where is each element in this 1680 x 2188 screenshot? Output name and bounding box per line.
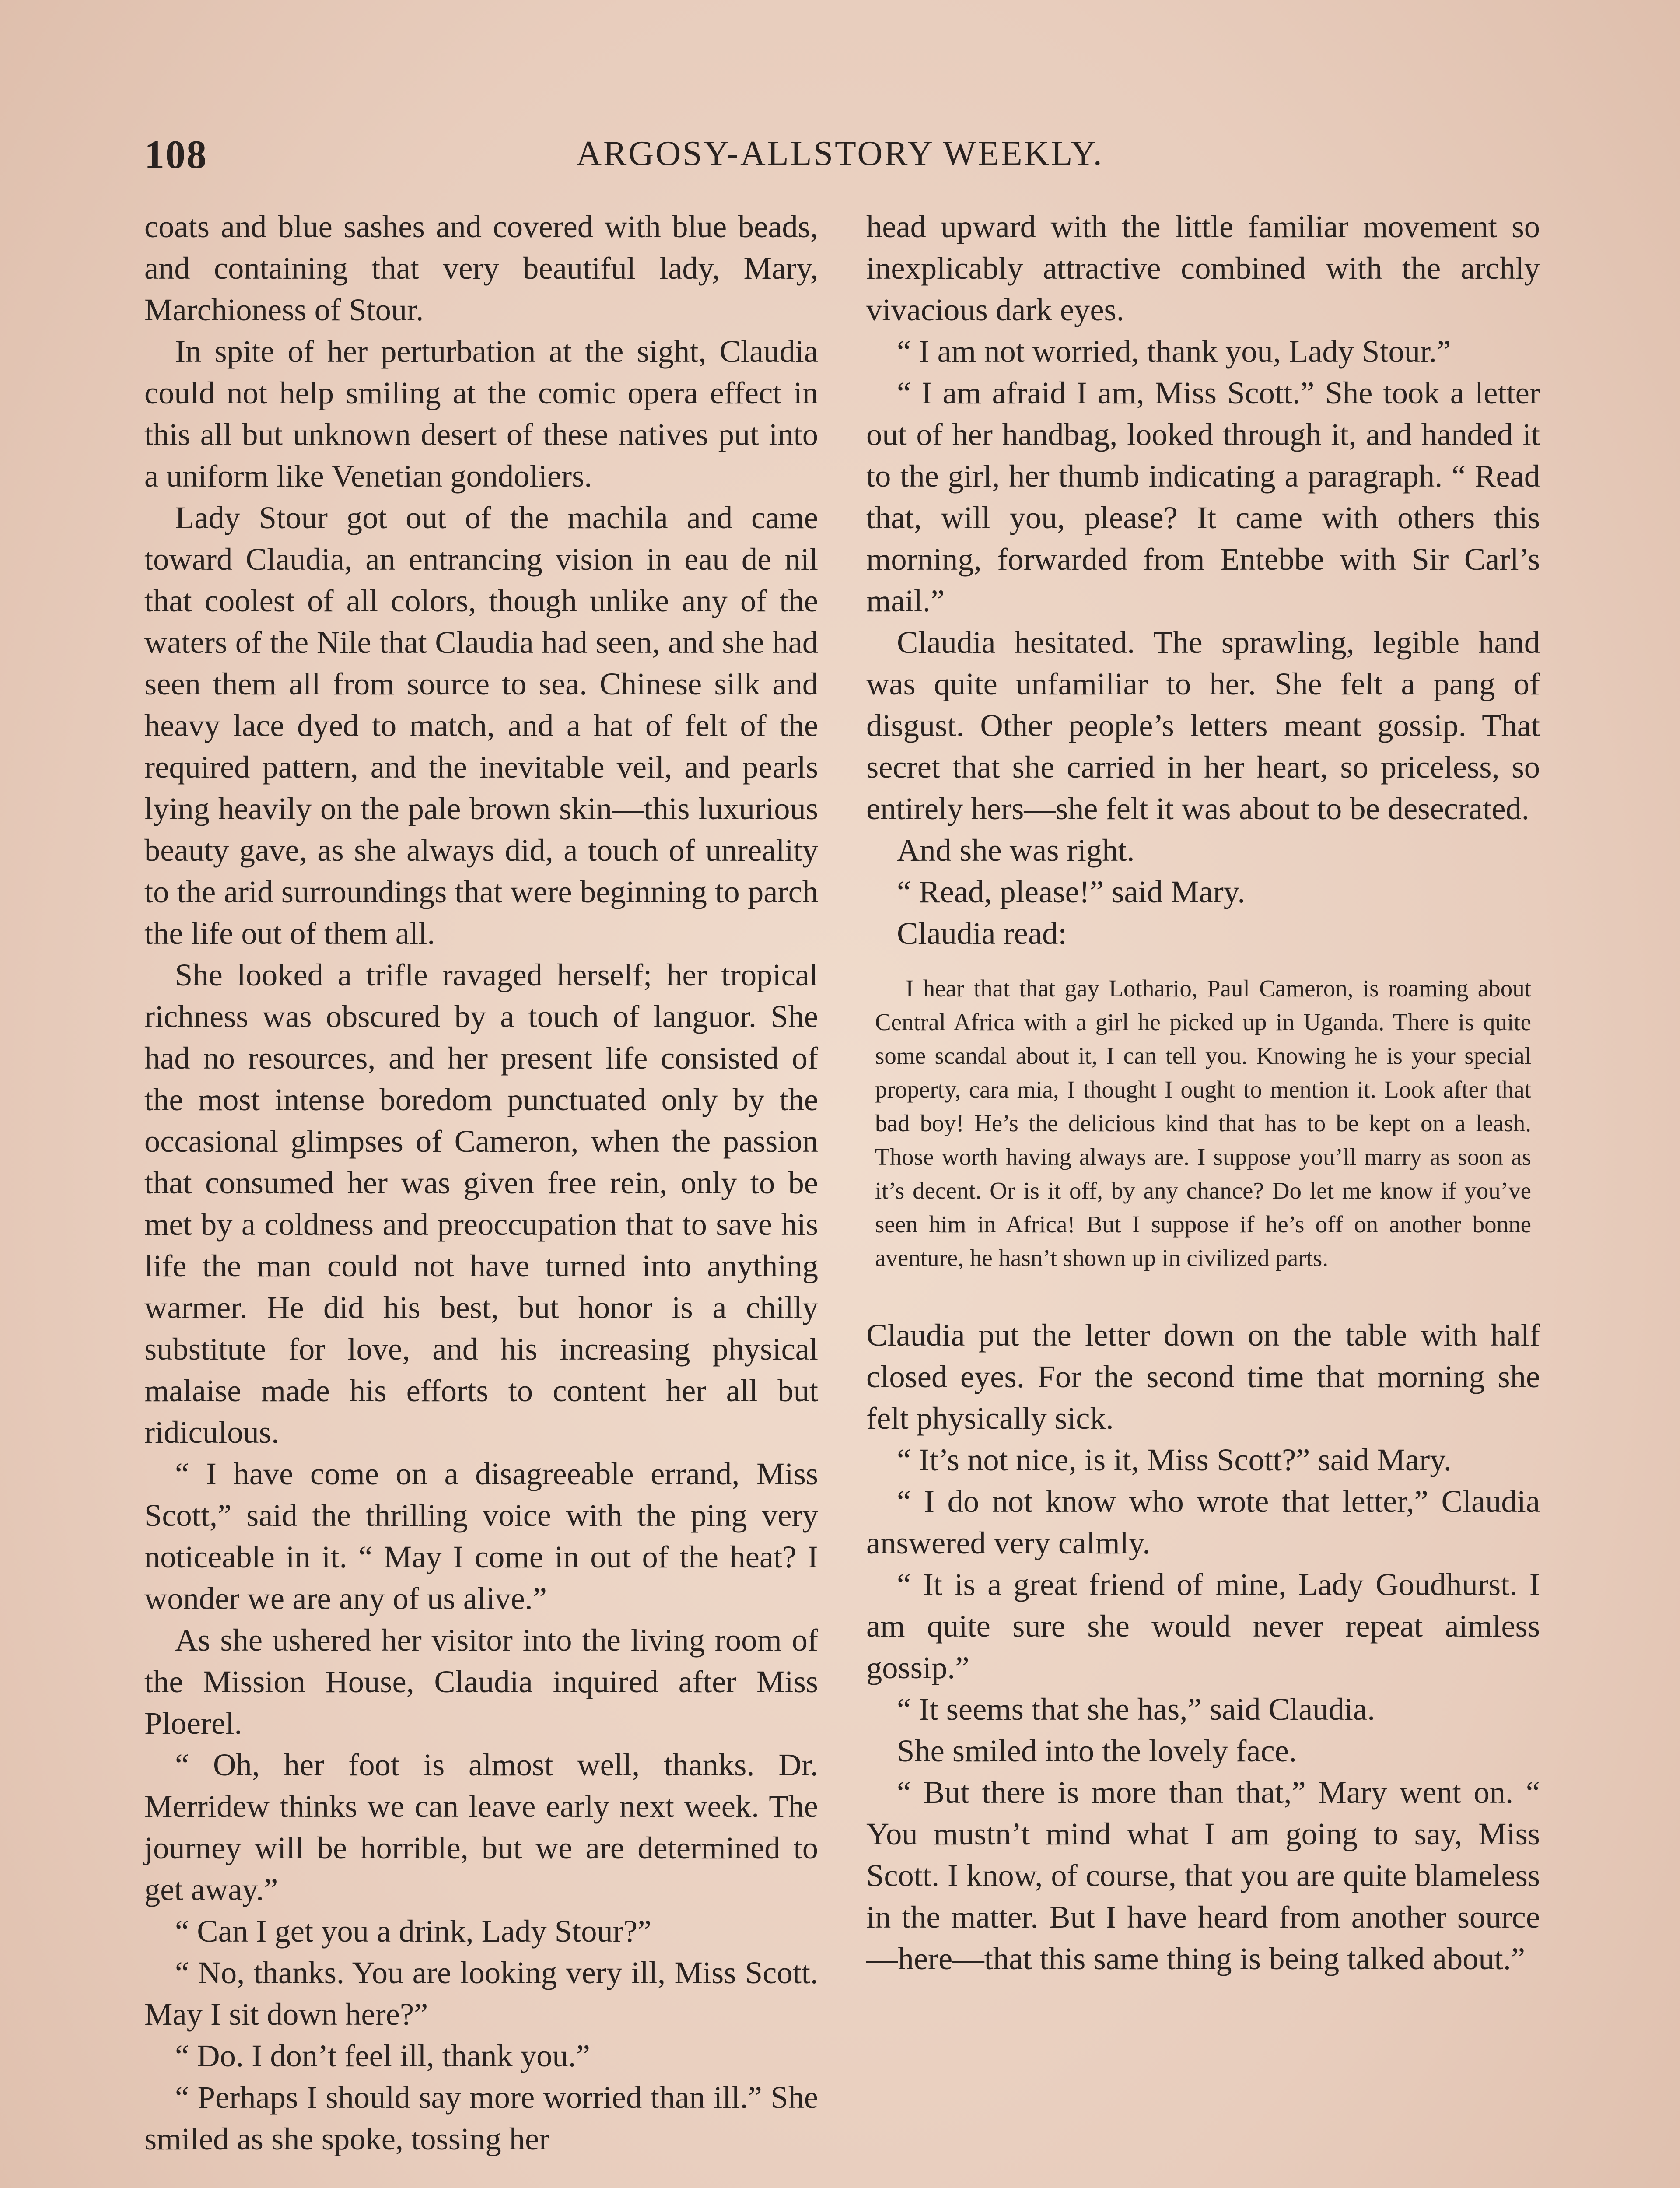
paragraph: “ Do. I don’t feel ill, thank you.” <box>175 2038 590 2073</box>
paragraph: “ It seems that she has,” said Claudia. <box>897 1691 1376 1727</box>
paragraph: “ It’s not nice, is it, Miss Scott?” said Mary. <box>897 1442 1452 1477</box>
paragraph: “ Perhaps I should say more worried than ill.” She smiled as she spoke, tossing her <box>144 2079 818 2156</box>
paragraph: “ It is a great friend of mine, Lady Goudhurst. I am quite sure she would never repeat aimless gossip.” <box>866 1567 1540 1685</box>
paragraph: “ But there is more than that,” Mary went on. “ You mustn’t mind what I am going to say, Miss Scott. I know, of course, that you are quite blameless in the matter. But I have heard from another source—here—that this same thing is being talked about.” <box>866 1774 1540 1976</box>
paragraph: head upward with the little familiar movement so inexplicably attractive combined with the archly vivacious dark eyes. <box>866 209 1540 327</box>
paragraph: “ Can I get you a drink, Lady Stour?” <box>175 1913 652 1949</box>
paragraph: “ Read, please!” said Mary. <box>897 874 1246 909</box>
paragraph: “ I have come on a disagreeable errand, Miss Scott,” said the thrilling voice with the ping very noticeable in it. “ May I come in out of the heat? I wonder we are any of us alive.” <box>144 1456 818 1616</box>
paragraph: “ No, thanks. You are looking very ill, Miss Scott. May I sit down here?” <box>144 1955 818 2032</box>
paragraph: Claudia put the letter down on the table with half closed eyes. For the second time that morning she felt physically sick. <box>866 1317 1540 1436</box>
paragraph: Claudia hesitated. The sprawling, legible hand was quite unfamiliar to her. She felt a pang of disgust. Other people’s letters meant gossip. That secret that she carried in her heart, so priceless, so entirely hers—she felt it was about to be desecrated. <box>866 624 1540 826</box>
paragraph: She looked a trifle ravaged herself; her tropical richness was obscured by a touch of languor. She had no resources, and her present life consisted of the most intense boredom punctuated only by the occasional glimpses of Cameron, when the passion that consumed her was given free rein, only to be met by a coldness and preoccupation that to save his life the man could not have turned into anything warmer. He did his best, but honor is a chilly substitute for love, and his increasing physical malaise made his efforts to content her all but ridiculous. <box>144 957 818 1450</box>
paragraph: As she ushered her visitor into the living room of the Mission House, Claudia inquired after Miss Ploerel. <box>144 1622 818 1741</box>
paragraph: coats and blue sashes and covered with blue beads, and containing that very beautiful lady, Mary, Marchioness of Stour. <box>144 209 818 327</box>
text-columns <box>144 206 1540 2188</box>
quoted-letter <box>875 971 1531 1275</box>
paragraph: And she was right. <box>897 832 1135 868</box>
page-header <box>144 131 1536 184</box>
paragraph: Claudia read: <box>897 915 1067 951</box>
paragraph: “ I am not worried, thank you, Lady Stour.” <box>897 333 1451 369</box>
right-column <box>866 206 1540 2188</box>
paragraph: Lady Stour got out of the machila and came toward Claudia, an entrancing vision in eau de nil that coolest of all colors, though unlike any of the waters of the Nile that Claudia had seen, and she had seen them all from source to sea. Chinese silk and heavy lace dyed to match, and a hat of felt of the required pattern, and the inevitable veil, and pearls lying heavily on the pale brown skin—this luxurious beauty gave, as she always did, a touch of unreality to the arid surroundings that were beginning to parch the life out of them all. <box>144 500 818 951</box>
paragraph: “ Oh, her foot is almost well, thanks. Dr. Merridew thinks we can leave early next week. The journey will be horrible, but we are determined to get away.” <box>144 1747 818 1907</box>
letter-text: I hear that that gay Lothario, Paul Cameron, is roaming about Central Africa with a girl he picked up in Uganda. There is quite some scandal about it, I can tell you. Knowing he is your special property, cara mia, I thought I ought to mention it. Look after that bad boy! He’s the delicious kind that has to be kept on a leash. Those worth having always are. I suppose you’ll marry as soon as it’s decent. Or is it off, by any chance? Do let me know if you’ve seen him in Africa! But I suppose if he’s off on another bonne aventure, he hasn’t shown up in civilized parts. <box>875 975 1531 1271</box>
page-number: 108 <box>144 132 207 177</box>
running-title: ARGOSY-ALLSTORY WEEKLY. <box>576 134 1104 173</box>
paragraph: “ I do not know who wrote that letter,” Claudia answered very calmly. <box>866 1483 1540 1560</box>
paragraph: In spite of her perturbation at the sight, Claudia could not help smiling at the comic opera effect in this all but unknown desert of these natives put into a uniform like Venetian gondoliers. <box>144 333 818 494</box>
left-column <box>144 206 818 2188</box>
paragraph: She smiled into the lovely face. <box>897 1733 1297 1768</box>
paragraph: “ I am afraid I am, Miss Scott.” She took a letter out of her handbag, looked through it, and handed it to the girl, her thumb indicating a paragraph. “ Read that, will you, please? It came with others this morning, forwarded from Entebbe with Sir Carl’s mail.” <box>866 375 1540 618</box>
